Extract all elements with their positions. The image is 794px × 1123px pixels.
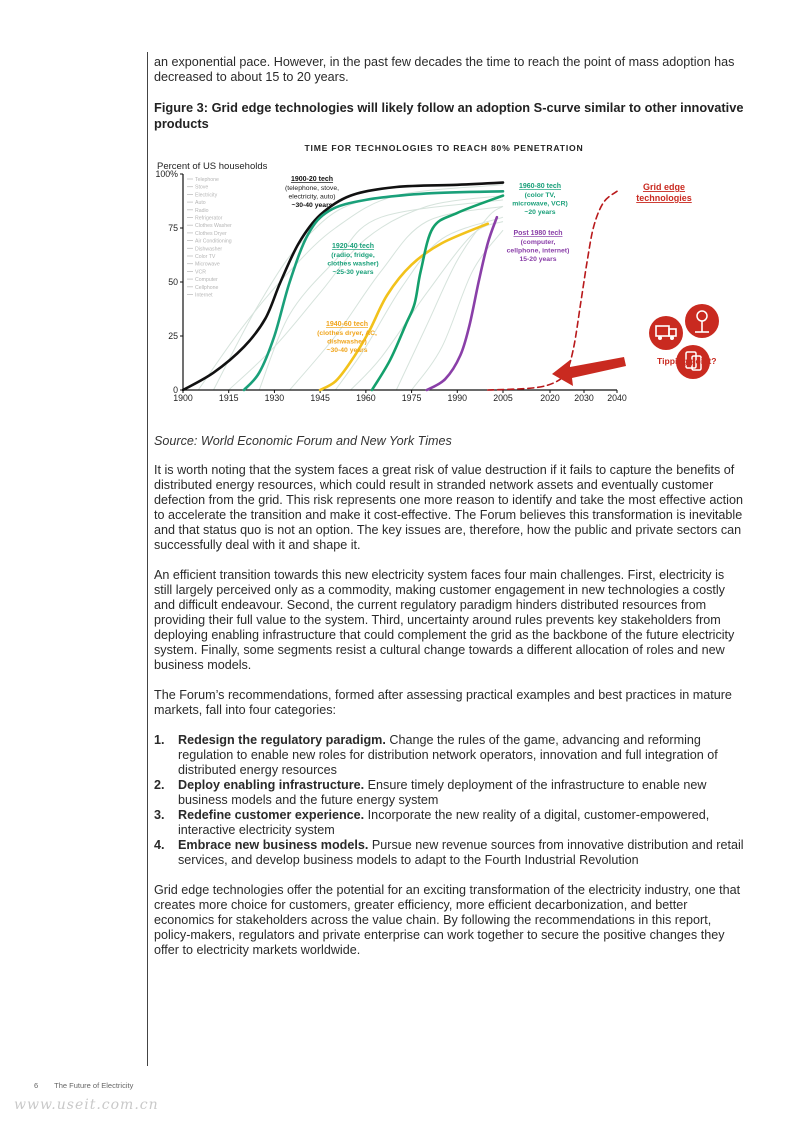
item-number: 2. — [154, 778, 165, 792]
x-tick-label: 1930 — [264, 393, 285, 403]
page-footer — [34, 1081, 147, 1090]
series-name: 1920-40 tech — [331, 243, 375, 250]
background-curve — [213, 191, 503, 390]
item-heading: Embrace new business models. — [178, 838, 369, 852]
series-name: Post 1980 tech — [513, 230, 563, 237]
series-detail: microwave, VCR) — [512, 200, 568, 208]
x-tick-label: 1975 — [401, 393, 422, 403]
legend-entry: Radio — [195, 207, 209, 214]
list-item — [154, 778, 744, 808]
ev-truck-icon — [649, 316, 683, 350]
x-tick-label: 1900 — [173, 393, 193, 403]
series-line — [427, 217, 497, 390]
series-detail: (telephone, stove, — [284, 185, 340, 192]
item-number: 3. — [154, 808, 165, 822]
series-name: 1900-20 tech — [290, 176, 334, 183]
series-period: ~30-40 years — [291, 201, 333, 209]
item-number: 1. — [154, 733, 165, 747]
item-body: Change the rules of the game, advancing and reforming regulation to enable new roles for distribution network operators, innovation and full integration of distributed energy resources — [178, 733, 718, 777]
y-tick-label: 75 — [168, 223, 178, 233]
y-tick-label: 50 — [168, 277, 178, 287]
legend-entry: Stove — [195, 184, 209, 191]
legend-entry: Color TV — [195, 254, 216, 260]
x-tick-label: 2005 — [493, 393, 513, 403]
series-period: ~30-40 years — [326, 346, 368, 354]
series-line — [488, 191, 617, 390]
paragraph-challenges: An efficient transition towards this new electricity system faces four main challenges. First, electricity is still largely perceived only as a commodity, making customer engagement in new technologies a costly and difficult endeavour. Second, the current regulatory paradigm hinders distributed resources from providing their full value to the system. Third, uncertainty around rules prevents key stakeholders from deploying enabling infrastructure that could complement the grid as the backbone of the future electricity system. Finally, some segments resist a cultural change towards a different allocation of roles and new business models. — [154, 568, 735, 672]
legend-entry: Dishwasher — [195, 246, 223, 253]
adoption-chart — [154, 138, 744, 428]
legend-entry: Air Conditioning — [195, 238, 232, 245]
series-detail: (computer, — [520, 239, 556, 246]
legend-entry: Cellphone — [195, 284, 219, 291]
watermark: www.useit.com.cn — [14, 1097, 159, 1113]
list-item — [154, 808, 744, 838]
tipping-point-label: Tipping point? — [657, 356, 717, 366]
y-tick-label: 0 — [173, 385, 178, 395]
publication-title: The Future of Electricity — [54, 1081, 134, 1090]
main-column — [154, 55, 744, 973]
legend-entry: Microwave — [195, 261, 220, 268]
x-tick-label: 1960 — [356, 393, 376, 403]
x-tick-label: 2040 — [607, 393, 627, 403]
item-heading: Redesign the regulatory paradigm. — [178, 733, 386, 747]
series-detail: cellphone, internet) — [506, 247, 570, 255]
legend-entry: Clothes Dryer — [195, 230, 227, 237]
item-body: Pursue new revenue sources from innovative distribution and retail services, and develop business models to adapt to the Fourth Industrial Revolution — [178, 838, 744, 867]
series-detail: (clothes dryer, AC, — [317, 330, 377, 337]
x-tick-label: 2020 — [540, 393, 560, 403]
item-body: Ensure timely deployment of the infrastructure to enable new business models and the future energy system — [178, 778, 707, 807]
paragraph-recommendations-intro: The Forum’s recommendations, formed after assessing practical examples and best practices in mature markets, fall into four categories: — [154, 688, 732, 717]
item-number: 4. — [154, 838, 165, 852]
item-body: Incorporate the new reality of a digital, customer-empowered, interactive electricity system — [178, 808, 710, 837]
series-name: 1960-80 tech — [518, 183, 562, 190]
series-period: 15-20 years — [519, 255, 557, 263]
item-heading: Redefine customer experience. — [178, 808, 365, 822]
series-detail: (color TV, — [524, 192, 556, 199]
series-detail: electricity, auto) — [288, 193, 336, 201]
page-number: 6 — [34, 1081, 39, 1090]
series-detail: (radio, fridge, — [331, 252, 375, 259]
series-detail: clothes washer) — [327, 260, 379, 268]
chart-title: TIME FOR TECHNOLOGIES TO REACH 80% PENETRATION — [304, 143, 584, 153]
series-name: Grid edge — [642, 182, 686, 192]
intro-paragraph: an exponential pace. However, in the past few decades the time to reach the point of mass adoption has decreased to about 15 to 20 years. — [154, 55, 735, 84]
margin-rule — [147, 52, 148, 1066]
legend-entry: Clothes Washer — [195, 223, 232, 230]
legend-entry: Auto — [195, 200, 206, 207]
recommendations-list — [154, 733, 744, 868]
closing-paragraph: Grid edge technologies offer the potential for an exciting transformation of the electricity industry, one that creates more choice for customers, greater efficiency, more efficient decarbonization, and better economics for stakeholders across the value chain. By following the recommendations in this report, policy-makers, regulators and private enterprise can work together to secure the positive changes they offer to electricity markets worldwide. — [154, 883, 741, 957]
item-heading: Deploy enabling infrastructure. — [178, 778, 365, 792]
series-detail: dishwasher) — [327, 338, 367, 346]
list-item — [154, 838, 744, 868]
series-name: 1940-60 tech — [325, 321, 369, 328]
chart-legend — [187, 177, 232, 299]
y-tick-label: 100% — [155, 169, 178, 179]
list-item — [154, 733, 744, 778]
series-period: ~25-30 years — [332, 268, 374, 276]
x-tick-label: 2030 — [574, 393, 594, 403]
legend-entry: Telephone — [195, 177, 219, 183]
y-tick-label: 25 — [168, 331, 178, 341]
y-axis-label: Percent of US households — [157, 161, 268, 172]
series-name: technologies — [636, 193, 692, 203]
legend-entry: VCR — [195, 269, 206, 276]
chart-container — [154, 138, 744, 428]
x-tick-label: 1945 — [310, 393, 330, 403]
legend-entry: Refrigerator — [195, 215, 223, 222]
x-tick-label: 1915 — [218, 393, 239, 403]
tipping-point-arrow — [552, 357, 626, 386]
legend-entry: Electricity — [195, 192, 218, 199]
background-curve — [290, 206, 503, 390]
series-period: ~20 years — [524, 208, 556, 216]
background-curve — [396, 206, 503, 390]
legend-entry: Computer — [195, 277, 218, 284]
figure-title: Figure 3: Grid edge technologies will likely follow an adoption S-curve similar to other innovative products — [154, 100, 744, 131]
paragraph-risk: It is worth noting that the system faces a great risk of value destruction if it fails to capture the benefits of distributed energy resources, which could result in stranded network assets and eventually customer defection from the grid. This risk represents one more reason to identify and take the most effective action to accelerate the transition and make it cost-effective. The Forum believes this transformation is inevitable and that status quo is not an option. The key issues are, therefore, how the public and private sectors can successfully deal with it and shape it. — [154, 463, 743, 552]
figure-source: Source: World Economic Forum and New York Times — [154, 434, 452, 448]
legend-entry: Internet — [195, 292, 213, 299]
grid-edge-icons — [649, 304, 719, 379]
x-tick-label: 1990 — [447, 393, 468, 403]
